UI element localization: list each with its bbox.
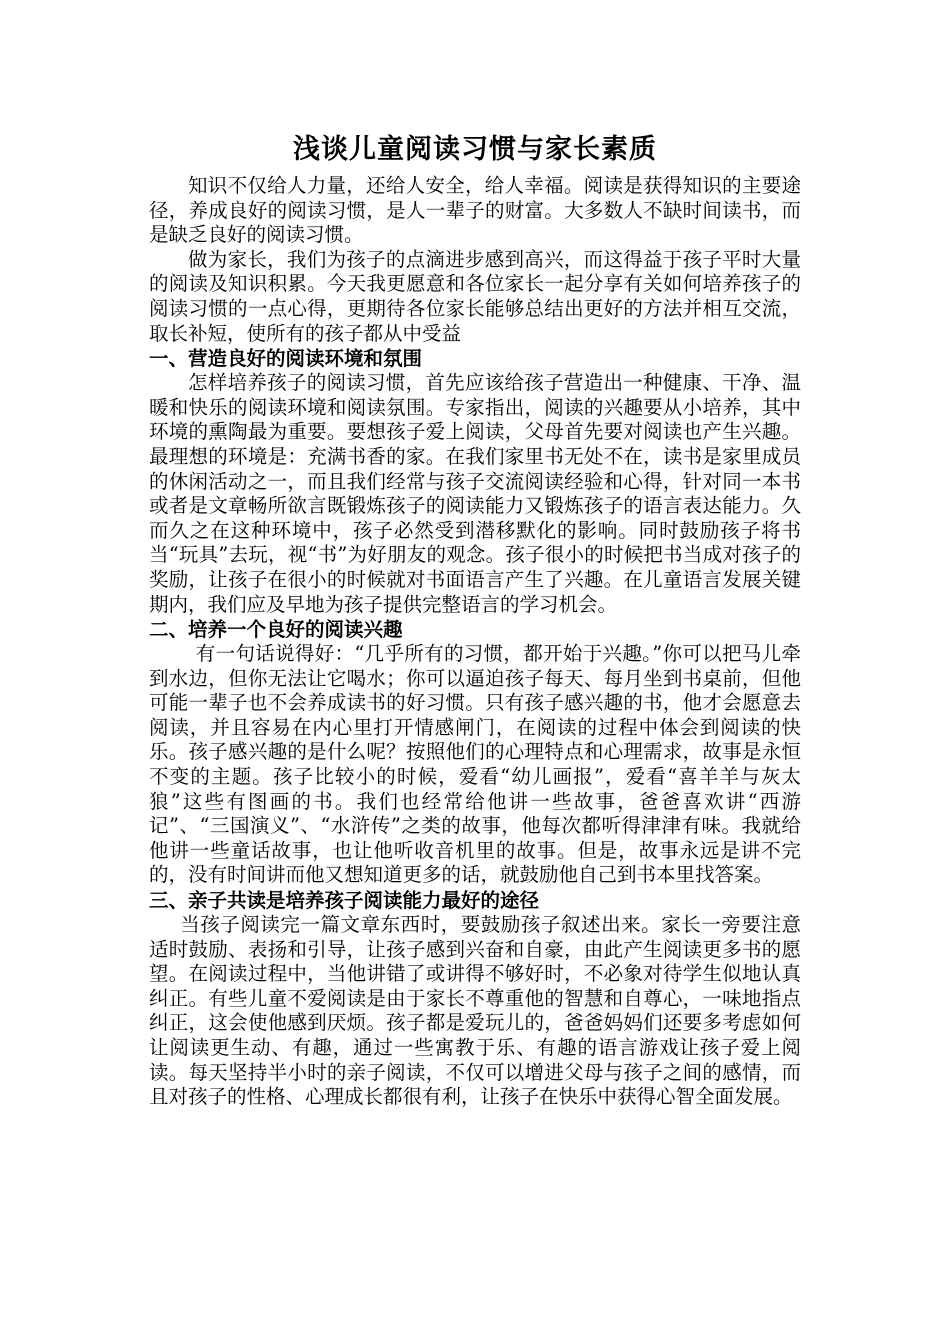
section-heading-1: 一、营造良好的阅读环境和氛围: [149, 347, 423, 371]
document-page: [149, 130, 801, 1110]
section-heading-2: 二、培养一个良好的阅读兴趣: [149, 618, 403, 642]
section-body-2: 有一句话说得好：“几乎所有的习惯，都开始于兴趣。”你可以把马儿牵到水边，但你无法让它喝水；你可以逼迫孩子每天、每月坐到书桌前，但他可能一辈子也不会养成读书的好习惯。只有孩子感兴趣的书，他才会愿意去阅读，并且容易在内心里打开情感闸门，在阅读的过程中体会到阅读的快乐。孩子感兴趣的是什么呢？按照他们的心理特点和心理需求，故事是永恒不变的主题。孩子比较小的时候，爱看“幼儿画报”，爱看“喜羊羊与灰太狼”这些有图画的书。我们也经常给他讲一些故事，爸爸喜欢讲“西游记”、“三国演义”、“水浒传”之类的故事，他每次都听得津津有味。我就给他讲一些童话故事，也让他听收音机里的故事。但是，故事永远是讲不完的，没有时间讲而他又想知道更多的话，就鼓励他自己到书本里找答案。: [149, 642, 801, 887]
intro-paragraph-2: 做为家长，我们为孩子的点滴进步感到高兴，而这得益于孩子平时大量的阅读及知识积累。今天我更愿意和各位家长一起分享有关如何培养孩子的阅读习惯的一点心得，更期待各位家长能够总结出更好的方法并相互交流，取长补短，使所有的孩子都从中受益: [149, 247, 801, 345]
section-heading-3: 三、亲子共读是培养孩子阅读能力最好的途径: [149, 889, 540, 913]
document-title: 浅谈儿童阅读习惯与家长素质: [293, 134, 657, 165]
section-body-1: 怎样培养孩子的阅读习惯，首先应该给孩子营造出一种健康、干净、温暖和快乐的阅读环境和阅读氛围。专家指出，阅读的兴趣要从小培养，其中环境的熏陶最为重要。要想孩子爱上阅读，父母首先要对阅读也产生兴趣。最理想的环境是：充满书香的家。在我们家里书无处不在，读书是家里成员的休闲活动之一，而且我们经常与孩子交流阅读经验和心得，针对同一本书或者是文章畅所欲言既锻炼孩子的阅读能力又锻炼孩子的语言表达能力。久而久之在这种环境中，孩子必然受到潜移默化的影响。同时鼓励孩子将书当“玩具”去玩，视“书”为好朋友的观念。孩子很小的时候把书当成对孩子的奖励，让孩子在很小的时候就对书面语言产生了兴趣。在儿童语言发展关键期内，我们应及早地为孩子提供完整语言的学习机会。: [149, 371, 801, 616]
intro-paragraph-1: 知识不仅给人力量，还给人安全，给人幸福。阅读是获得知识的主要途径，养成良好的阅读习惯，是人一辈子的财富。大多数人不缺时间读书，而是缺乏良好的阅读习惯。: [149, 174, 801, 247]
section-body-3: 当孩子阅读完一篇文章东西时，要鼓励孩子叙述出来。家长一旁要注意适时鼓励、表扬和引导，让孩子感到兴奋和自豪，由此产生阅读更多书的愿望。在阅读过程中，当他讲错了或讲得不够好时，不必象对待学生似地认真纠正。有些儿童不爱阅读是由于家长不尊重他的智慧和自尊心，一味地指点纠正，这会使他感到厌烦。孩子都是爱玩儿的，爸爸妈妈们还要多考虑如何让阅读更生动、有趣，通过一些寓教于乐、有趣的语言游戏让孩子爱上阅读。每天坚持半小时的亲子阅读，不仅可以增进父母与孩子之间的感情，而且对孩子的性格、心理成长都很有利，让孩子在快乐中获得心智全面发展。: [149, 913, 801, 1109]
